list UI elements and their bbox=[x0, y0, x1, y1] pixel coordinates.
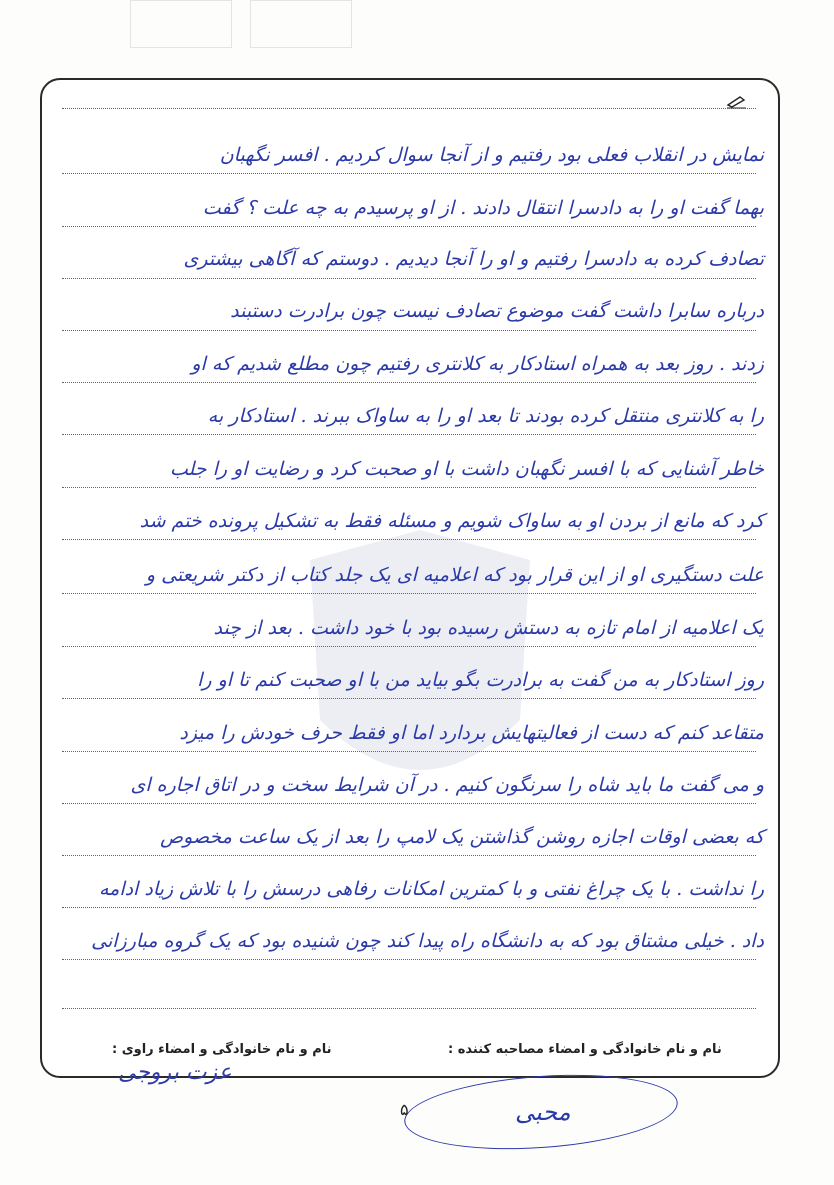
handwritten-line: خاطر آشنایی که با افسر نگهبان داشت با او صحبت کرد و رضایت او را جلب bbox=[169, 458, 764, 480]
narrator-signature: عزت بروجی bbox=[118, 1060, 232, 1085]
handwritten-line: متقاعد کنم که دست از فعالیتهایش بردارد اما او فقط حرف خودش را میزد bbox=[179, 722, 764, 744]
interviewer-signature-label: نام و نام خانوادگی و امضاء مصاحبه کننده : bbox=[448, 1042, 722, 1057]
writing-line bbox=[62, 907, 756, 908]
handwritten-line: و می گفت ما باید شاه را سرنگون کنیم . در آن شرایط سخت و در اتاق اجاره ای bbox=[130, 774, 764, 796]
logo-box bbox=[250, 0, 352, 48]
writing-line bbox=[62, 646, 756, 647]
writing-line bbox=[62, 487, 756, 488]
writing-line bbox=[62, 1008, 756, 1009]
writing-line bbox=[62, 751, 756, 752]
pen-icon bbox=[726, 93, 748, 109]
writing-line bbox=[62, 539, 756, 540]
handwritten-line: داد . خیلی مشتاق بود که به دانشگاه راه پیدا کند چون شنیده بود که یک گروه مبارزانی bbox=[91, 930, 764, 952]
writing-line bbox=[62, 803, 756, 804]
handwritten-line: نمایش در انقلاب فعلی بود رفتیم و از آنجا سوال کردیم . افسر نگهبان bbox=[219, 144, 764, 166]
handwritten-line: را به کلانتری منتقل کرده بودند تا بعد او را به ساواک ببرند . استادکار به bbox=[207, 405, 764, 427]
writing-line bbox=[62, 382, 756, 383]
page-number: ۵ bbox=[400, 1100, 409, 1119]
interviewer-signature: محبی bbox=[515, 1098, 571, 1126]
narrator-signature-label: نام و نام خانوادگی و امضاء راوی : bbox=[112, 1042, 332, 1057]
handwritten-line: علت دستگیری او از این قرار بود که اعلامیه ای یک جلد کتاب از دکتر شریعتی و bbox=[145, 564, 764, 586]
handwritten-line: روز استادکار به من گفت به برادرت بگو بیاید من با او صحبت کنم تا او را bbox=[197, 669, 764, 691]
writing-line bbox=[62, 698, 756, 699]
writing-line bbox=[62, 855, 756, 856]
handwritten-line: که بعضی اوقات اجازه روشن گذاشتن یک لامپ را بعد از یک ساعت مخصوص bbox=[160, 826, 764, 848]
handwritten-line: زدند . روز بعد به همراه استادکار به کلانتری رفتیم چون مطلع شدیم که او bbox=[191, 353, 764, 375]
writing-line bbox=[62, 959, 756, 960]
writing-line bbox=[62, 330, 756, 331]
handwritten-line: کرد که مانع از بردن او به ساواک شویم و مسئله فقط به تشکیل پرونده ختم شد bbox=[139, 510, 764, 532]
writing-line bbox=[62, 593, 756, 594]
writing-line bbox=[62, 108, 756, 109]
handwritten-line: یک اعلامیه از امام تازه به دستش رسیده بود با خود داشت . بعد از چند bbox=[213, 617, 764, 639]
header-logos bbox=[120, 0, 360, 50]
writing-line bbox=[62, 278, 756, 279]
writing-line bbox=[62, 226, 756, 227]
handwritten-line: درباره سابرا داشت گفت موضوع تصادف نیست چون برادرت دستبند bbox=[230, 300, 764, 322]
logo-box bbox=[130, 0, 232, 48]
writing-line bbox=[62, 434, 756, 435]
writing-line bbox=[62, 173, 756, 174]
handwritten-line: بهما گفت او را به دادسرا انتقال دادند . از او پرسیدم به چه علت ؟ گفت bbox=[202, 197, 764, 219]
handwritten-line: را نداشت . با یک چراغ نفتی و با کمترین امکانات رفاهی درسش را با تلاش زیاد ادامه bbox=[98, 878, 764, 900]
handwritten-line: تصادف کرده به دادسرا رفتیم و او را آنجا دیدیم . دوستم که آگاهی بیشتری bbox=[183, 248, 764, 270]
